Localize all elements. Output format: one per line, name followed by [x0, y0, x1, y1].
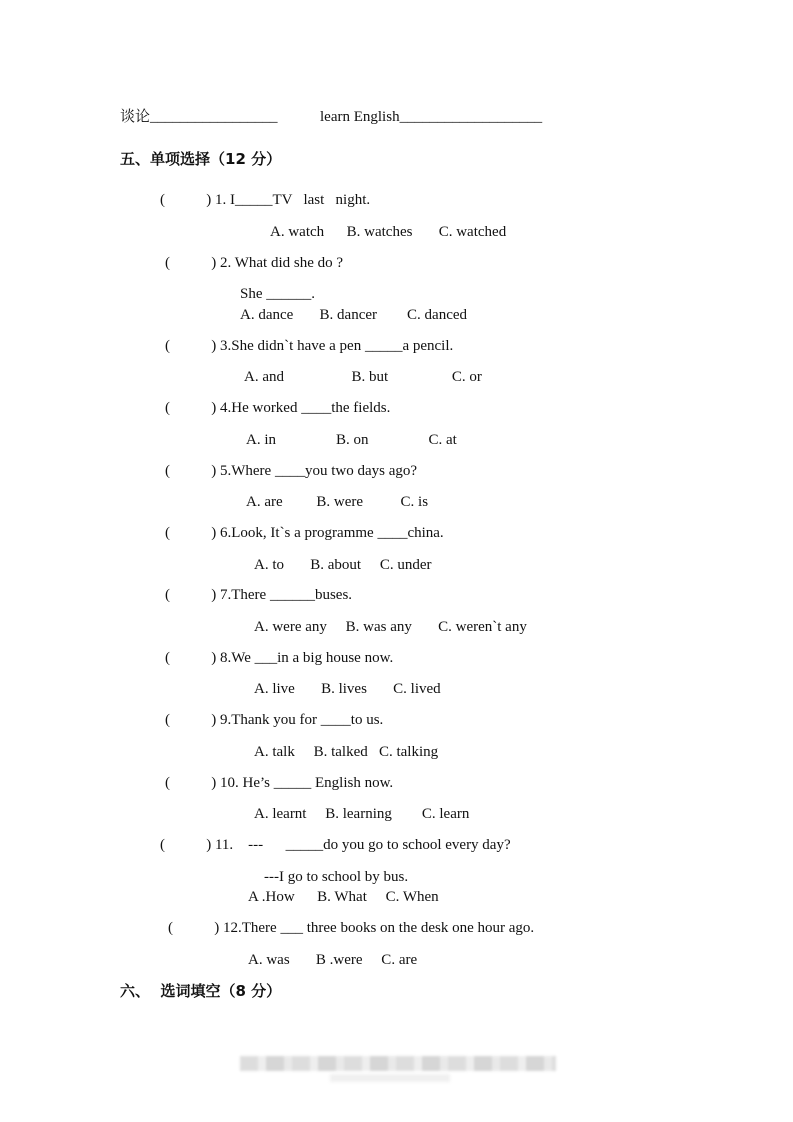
blurred-footer [240, 1056, 556, 1071]
question-2-sub: She ______. [240, 286, 315, 302]
blurred-footer-shadow [330, 1074, 450, 1082]
section5-title: 五、单项选择（12 分） [120, 150, 282, 168]
question-10-options: A. learnt B. learning C. learn [254, 806, 470, 822]
question-6: ( ) 6.Look, It`s a programme ____china. [165, 525, 444, 541]
question-11: ( ) 11. --- _____do you go to school every day? [160, 837, 511, 853]
section6-title: 六、 选词填空（8 分） [120, 982, 282, 1000]
question-5-options: A. are B. were C. is [246, 494, 429, 510]
question-12-options: A. was B .were C. are [248, 952, 418, 968]
top-line-right: learn English___________________ [320, 109, 543, 125]
question-2-options: A. dance B. dancer C. danced [240, 307, 468, 323]
question-12: ( ) 12.There ___ three books on the desk one hour ago. [168, 920, 535, 936]
question-4-options: A. in B. on C. at [246, 432, 457, 448]
question-1-options: A. watch B. watches C. watched [270, 224, 507, 240]
question-11-sub: ---I go to school by bus. [264, 869, 409, 885]
question-9-options: A. talk B. talked C. talking [254, 744, 439, 760]
question-1: ( ) 1. I_____TV last night. [160, 192, 371, 208]
question-8-options: A. live B. lives C. lived [254, 681, 441, 697]
question-10: ( ) 10. He’s _____ English now. [165, 775, 394, 791]
question-7: ( ) 7.There ______buses. [165, 587, 353, 603]
question-4: ( ) 4.He worked ____the fields. [165, 400, 391, 416]
question-3-options: A. and B. but C. or [244, 369, 482, 385]
question-9: ( ) 9.Thank you for ____to us. [165, 712, 384, 728]
question-8: ( ) 8.We ___in a big house now. [165, 650, 394, 666]
question-11-options: A .How B. What C. When [248, 889, 439, 905]
question-2: ( ) 2. What did she do ? [165, 255, 344, 271]
question-3: ( ) 3.She didn`t have a pen _____a pencil. [165, 338, 454, 354]
question-7-options: A. were any B. was any C. weren`t any [254, 619, 527, 635]
question-5: ( ) 5.Where ____you two days ago? [165, 463, 418, 479]
question-6-options: A. to B. about C. under [254, 557, 432, 573]
top-line-left: 谈论_________________ [120, 109, 278, 125]
